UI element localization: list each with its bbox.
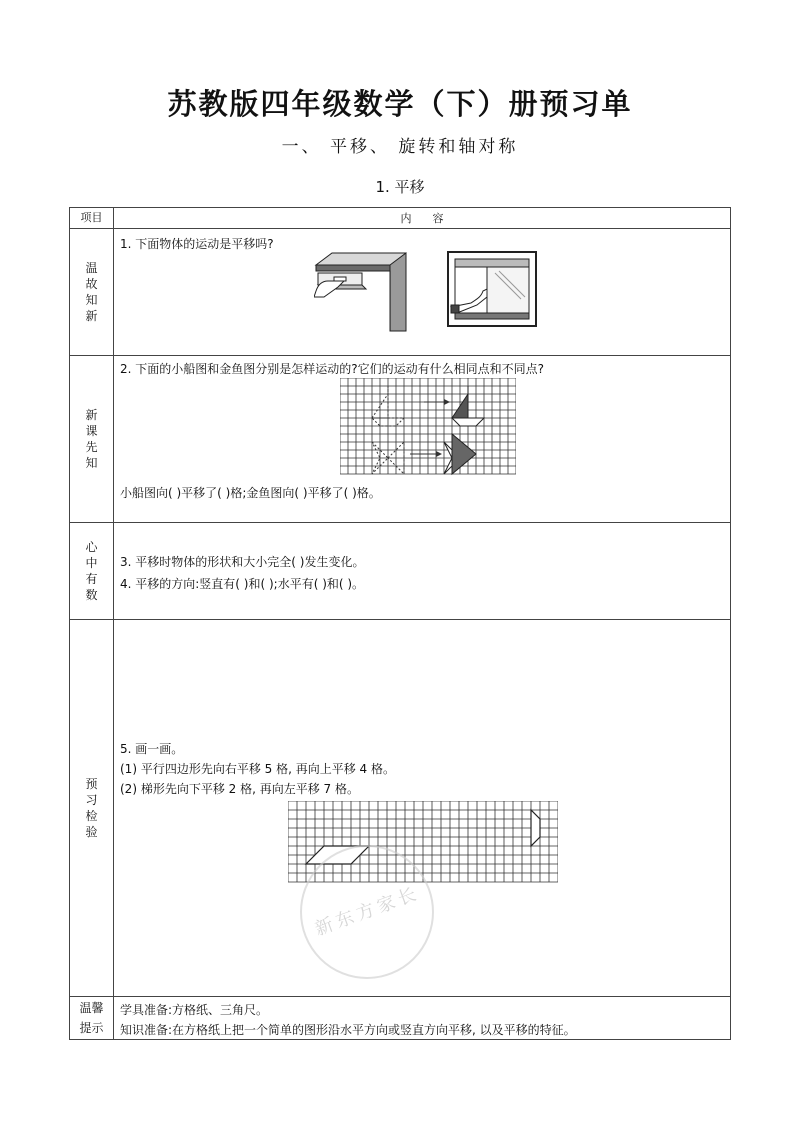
row-label: 新课先知 [85,408,98,470]
table-row [70,229,731,356]
question-5-part-1: (1) 平行四边形先向右平移 5 格, 再向上平移 4 格。 [120,762,395,776]
section-title: 1. 平移 [375,178,425,196]
fish-body-moved [452,434,476,474]
table-row [70,620,731,997]
fish-arrowhead [436,451,442,457]
table-header-row [70,208,731,229]
header-item: 项目 [70,208,114,229]
row-label: 温故知新 [85,261,98,323]
row-label: 温馨提示 [79,1001,104,1035]
drawer-picture [314,251,408,333]
table-row [70,997,731,1040]
page-title: 苏教版四年级数学（下）册预习单 [167,87,633,121]
table-row [70,356,731,523]
worksheet-table [69,207,731,1040]
question-5-part-2: (2) 梯形先向下平移 2 格, 再向左平移 7 格。 [120,782,359,796]
question-4: 4. 平移的方向:竖直有( )和( );水平有( )和( )。 [120,577,365,591]
question-1: 1. 下面物体的运动是平移吗? [120,237,274,251]
trapezoid [531,810,540,846]
tip-knowledge: 知识准备:在方格纸上把一个简单的图形沿水平方向或竖直方向平移, 以及平移的特征。 [120,1023,576,1037]
chapter-subtitle: 一、 平移、 旋转和轴对称 [281,137,519,157]
boat-fish-grid [340,378,516,478]
question-3: 3. 平移时物体的形状和大小完全( )发生变化。 [120,555,365,569]
header-content: 内 容 [114,208,731,229]
question-2: 2. 下面的小船图和金鱼图分别是怎样运动的?它们的运动有什么相同点和不同点? [120,362,545,376]
watermark-text: 新东方家长 [312,882,423,941]
window-picture [447,251,537,327]
watermark-seal [300,845,434,979]
grid-lines [340,378,516,474]
question-5: 5. 画一画。 [120,742,184,756]
tip-tools: 学具准备:方格纸、三角尺。 [120,1003,269,1017]
table-row [70,523,731,620]
row-label: 心中有数 [85,540,98,602]
boat-arrowhead [444,399,450,405]
row-label: 预习检验 [85,777,98,839]
question-2-answer-line: 小船图向( )平移了( )格;金鱼图向( )平移了( )格。 [120,486,381,500]
boat-hull-moved [452,418,484,426]
